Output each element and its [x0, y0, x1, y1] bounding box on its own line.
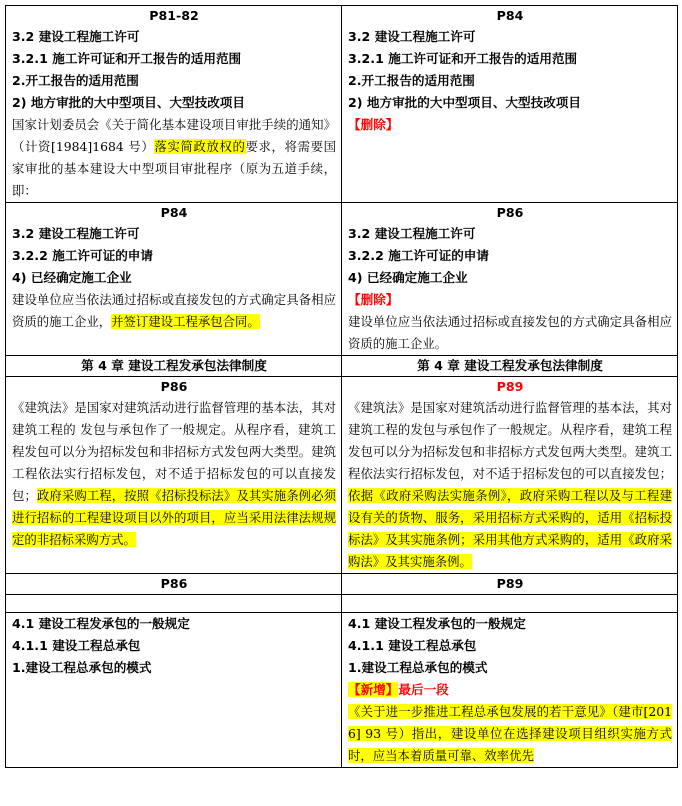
delete-tag: 【删除】 [348, 117, 399, 132]
table-row [6, 356, 678, 377]
cell-old [6, 377, 342, 574]
heading: 3.2 建设工程施工许可 [12, 226, 140, 241]
heading: 4.1.1 建设工程总承包 [12, 638, 141, 653]
heading: 3.2 建设工程施工许可 [12, 29, 140, 44]
paragraph [348, 397, 672, 573]
heading: 3.2.1 施工许可证和开工报告的适用范围 [348, 51, 578, 66]
heading: 2.开工报告的适用范围 [348, 73, 475, 88]
cell-new [342, 613, 678, 768]
chapter-cell [6, 356, 342, 377]
empty-cell [342, 595, 678, 613]
table-row [6, 613, 678, 768]
table-row [6, 377, 678, 574]
page-ref: P86 [496, 205, 524, 220]
page-ref: P89 [496, 379, 524, 394]
paragraph [12, 397, 336, 551]
heading: 1.建设工程总承包的模式 [348, 660, 488, 675]
heading: 4.1.1 建设工程总承包 [348, 638, 477, 653]
paragraph-text: 《建筑法》是国家对建筑活动进行监督管理的基本法，其对建筑工程的 发包与承包作了一般规定。从程序看，建筑工程发包可以分为招标发包和非招标方式发包两大类型。建筑工程依法实行招标发包，对不适于招标发包的可以直接发包； [12, 400, 336, 503]
heading: 2.开工报告的适用范围 [12, 73, 139, 88]
new-tag-note: 最后一段 [398, 682, 449, 697]
cell-old [6, 203, 342, 356]
table-row [6, 6, 678, 203]
heading: 3.2 建设工程施工许可 [348, 226, 476, 241]
page-ref: P84 [496, 8, 524, 23]
page-ref-cell [6, 574, 342, 595]
heading: 4.1 建设工程发承包的一般规定 [12, 616, 190, 631]
paragraph-text: 建设单位应当依法通过招标或直接发包的方式确定具备相应资质的施工企业， [12, 292, 336, 329]
highlighted-text: 《关于进一步推进工程总承包发展的若干意见》（建市[2016] 93 号）指出，建设单位在选择建设项目组织实施方式时，应当本着质量可靠、效率优先 [348, 704, 672, 763]
page-ref: P81-82 [149, 8, 199, 23]
paragraph-text: 要求，将需要国家审批的基本建设大中型项目审批程序（原为五道手续，即： [12, 139, 337, 198]
table-row [6, 203, 678, 356]
page-ref-cell [342, 574, 678, 595]
highlighted-text: 政府采购工程，按照《招标投标法》及其实施条例必须进行招标的工程建设项目以外的项目，应当采用法律法规规定的非招标采购方式。 [12, 488, 337, 547]
heading: 3.2.1 施工许可证和开工报告的适用范围 [12, 51, 242, 66]
chapter-cell [342, 356, 678, 377]
cell-old [6, 613, 342, 768]
paragraph [348, 701, 672, 767]
heading: 2) 地方审批的大中型项目、大型技改项目 [348, 95, 581, 110]
cell-old [6, 6, 342, 203]
paragraph [12, 114, 336, 202]
empty-cell [6, 595, 342, 613]
paragraph [12, 289, 336, 333]
chapter-title: 第 4 章 建设工程发承包法律制度 [417, 358, 603, 373]
heading: 3.2.2 施工许可证的申请 [12, 248, 153, 263]
paragraph: 建设单位应当依法通过招标或直接发包的方式确定具备相应资质的施工企业。 [348, 314, 672, 351]
new-tag: 【新增】 [348, 682, 399, 697]
heading: 2) 地方审批的大中型项目、大型技改项目 [12, 95, 245, 110]
page-ref: P84 [160, 205, 188, 220]
page-ref: P86 [160, 379, 188, 394]
chapter-title: 第 4 章 建设工程发承包法律制度 [81, 358, 267, 373]
heading: 3.2.2 施工许可证的申请 [348, 248, 489, 263]
paragraph-text: 国家计划委员会《关于简化基本建设项目审批手续的通知》（计资[1984]1684 号） [12, 117, 336, 154]
heading: 4.1 建设工程发承包的一般规定 [348, 616, 526, 631]
delete-tag: 【删除】 [348, 292, 399, 307]
heading: 1.建设工程总承包的模式 [12, 660, 152, 675]
heading: 4) 已经确定施工企业 [348, 270, 468, 285]
highlighted-text: 依据《政府采购法实施条例》，政府采购工程以及与工程建设有关的货物、服务，采用招标方式采购的，适用《招标投标法》及其实施条例；采用其他方式采购的，适用《政府采购法》及其实施条例。 [348, 488, 672, 569]
cell-new [342, 377, 678, 574]
paragraph-text: 《建筑法》是国家对建筑活动进行监督管理的基本法，其对建筑工程的发包与承包作了一般规定。从程序看，建筑工程发包可以分为招标发包和非招标方式发包两大类型。建筑工程依法实行招标发包，对不适于招标发包的可以直接发包； [348, 400, 672, 481]
highlighted-text: 并签订建设工程承包合同。 [111, 314, 260, 329]
comparison-table [5, 5, 678, 768]
cell-new [342, 203, 678, 356]
page-ref: P86 [160, 576, 188, 591]
heading: 4) 已经确定施工企业 [12, 270, 132, 285]
heading: 3.2 建设工程施工许可 [348, 29, 476, 44]
cell-new [342, 6, 678, 203]
table-row [6, 595, 678, 613]
highlighted-text: 落实简政放权的 [154, 139, 246, 154]
table-row [6, 574, 678, 595]
page-ref: P89 [496, 576, 524, 591]
new-tag-line [348, 679, 672, 701]
